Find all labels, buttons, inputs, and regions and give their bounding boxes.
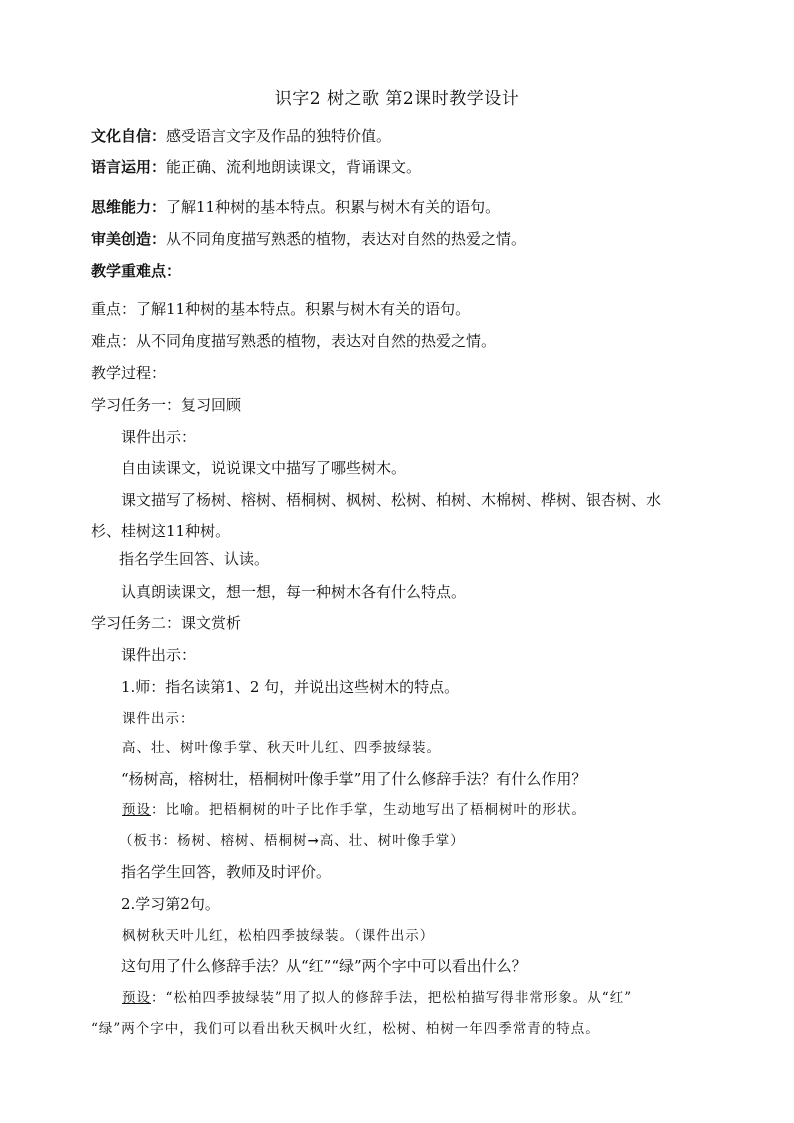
preset-label: 预设 [122, 990, 151, 1006]
difficult-point: 难点：从不同角度描写熟悉的植物，表达对自然的热爱之情。 [91, 332, 497, 350]
page-title: 识字2 树之歌 第2课时教学设计 [274, 89, 520, 109]
task2-step2: 2.学习第2句。 [121, 895, 220, 913]
task1-line4: 认真朗读课文，想一想，每一种树木各有什么特点。 [121, 583, 467, 601]
task2-question1: “杨树高，榕树壮，梧桐树叶像手掌”用了什么修辞手法？有什么作用？ [121, 770, 587, 788]
task1-line3: 指名学生回答、认读。 [119, 550, 270, 568]
task1-line2a: 课文描写了杨树、榕树、梧桐树、枫树、松树、柏树、木棉树、桦树、银杏树、水 [121, 491, 662, 509]
task2-preset2a [122, 988, 632, 1008]
task1-courseware: 课件出示： [121, 428, 197, 446]
preset-text: ：比喻。把梧桐树的叶子比作手掌，生动地写出了梧桐树叶的形状。 [151, 802, 586, 818]
objective-aesthetic [91, 229, 526, 249]
key-points-heading: 教学重难点： [91, 262, 182, 280]
task2-sentence2: 枫树秋天叶儿红，松柏四季披绿装。（课件出示） [122, 928, 435, 944]
task1-line2b: 杉、桂树这11种树。 [91, 522, 231, 540]
process-heading: 教学过程： [91, 364, 167, 382]
objective-label: 审美创造： [91, 230, 167, 248]
task2-courseware: 课件出示： [121, 646, 197, 664]
task2-step1: 1.师：指名读第1、2 句，并说出这些树木的特点。 [121, 678, 460, 696]
task2-features: 高、壮、树叶像手掌、秋天叶儿红、四季披绿装。 [122, 740, 441, 756]
board-right: 高、壮、树叶像手掌） [319, 833, 465, 849]
objective-text: 从不同角度描写熟悉的植物，表达对自然的热爱之情。 [166, 230, 527, 248]
task2-question2: 这句用了什么修辞手法？从“红”“绿”两个字中可以看出什么？ [121, 957, 527, 975]
preset-label: 预设 [122, 802, 151, 818]
objective-culture [91, 126, 391, 146]
task2-courseware2: 课件出示： [122, 711, 195, 727]
objective-thinking [91, 197, 500, 217]
objective-text: 了解11种树的基本特点。积累与树木有关的语句。 [166, 198, 501, 216]
key-point: 重点：了解11种树的基本特点。积累与树木有关的语句。 [91, 300, 471, 318]
task1-line1: 自由读课文，说说课文中描写了哪些树木。 [121, 459, 407, 477]
objective-language [91, 157, 421, 177]
objective-text: 感受语言文字及作品的独特价值。 [166, 127, 392, 145]
task2-preset2b: “绿”两个字中，我们可以看出秋天枫叶火红，松树、柏树一年四季常青的特点。 [91, 1021, 600, 1037]
objective-label: 文化自信： [91, 127, 167, 145]
objective-label: 思维能力： [91, 198, 167, 216]
task2-board [119, 831, 465, 851]
task2-eval: 指名学生回答，教师及时评价。 [121, 863, 332, 881]
task2-heading: 学习任务二：课文赏析 [91, 614, 242, 632]
preset-text: ：“松柏四季披绿装”用了拟人的修辞手法，把松柏描写得非常形象。从“红” [151, 990, 633, 1006]
task1-heading: 学习任务一：复习回顾 [91, 396, 242, 414]
objective-label: 语言运用： [91, 158, 167, 176]
task2-preset1 [122, 800, 586, 820]
arrow-icon: → [307, 833, 320, 849]
board-left: （板书：杨树、榕树、梧桐树 [119, 833, 308, 849]
objective-text: 能正确、流利地朗读课文，背诵课文。 [166, 158, 422, 176]
